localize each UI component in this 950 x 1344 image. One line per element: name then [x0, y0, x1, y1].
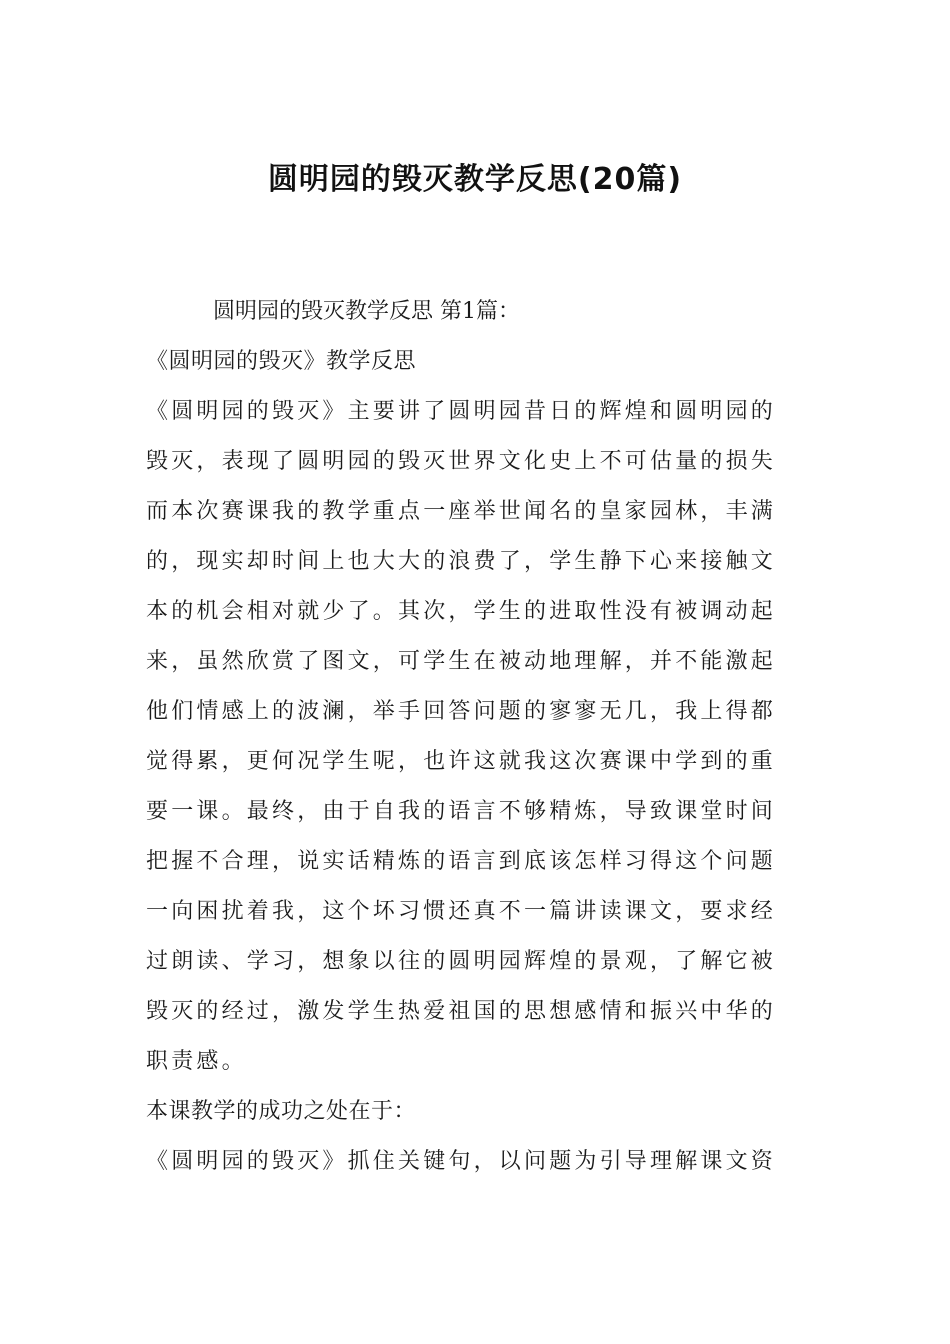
body-line: 毁灭，表现了圆明园的毁灭世界文化史上不可估量的损失	[146, 449, 777, 474]
body-line: 《圆明园的毁灭》主要讲了圆明园昔日的辉煌和圆明园的	[146, 399, 777, 424]
body-line: 《圆明园的毁灭》抓住关键句，以问题为引导理解课文资	[146, 1149, 777, 1174]
body-line: 本课教学的成功之处在于：	[146, 1099, 417, 1124]
body-line: 毁灭的经过，激发学生热爱祖国的思想感情和振兴中华的	[146, 999, 777, 1024]
body-line: 把握不合理，说实话精炼的语言到底该怎样习得这个问题	[146, 849, 777, 874]
body-line: 要一课。最终，由于自我的语言不够精炼，导致课堂时间	[146, 799, 777, 824]
body-line: 职责感。	[146, 1049, 247, 1074]
body-line: 过朗读、学习，想象以往的圆明园辉煌的景观，了解它被	[146, 949, 777, 974]
body-line: 觉得累，更何况学生呢，也许这就我这次赛课中学到的重	[146, 749, 777, 774]
document-body	[146, 337, 810, 1187]
body-line: 本的机会相对就少了。其次，学生的进取性没有被调动起	[146, 599, 777, 624]
body-line: 一向困扰着我，这个坏习惯还真不一篇讲读课文，要求经	[146, 899, 777, 924]
body-line: 的，现实却时间上也大大的浪费了，学生静下心来接触文	[146, 549, 777, 574]
body-line: 他们情感上的波澜，举手回答问题的寥寥无几，我上得都	[146, 699, 777, 724]
body-line: 《圆明园的毁灭》教学反思	[146, 349, 417, 374]
document-title: 圆明园的毁灭教学反思(20篇)	[267, 162, 683, 197]
section-heading: 圆明园的毁灭教学反思 第1篇：	[213, 299, 520, 324]
body-line: 来，虽然欣赏了图文，可学生在被动地理解，并不能激起	[146, 649, 777, 674]
body-line: 而本次赛课我的教学重点一座举世闻名的皇家园林，丰满	[146, 499, 777, 524]
